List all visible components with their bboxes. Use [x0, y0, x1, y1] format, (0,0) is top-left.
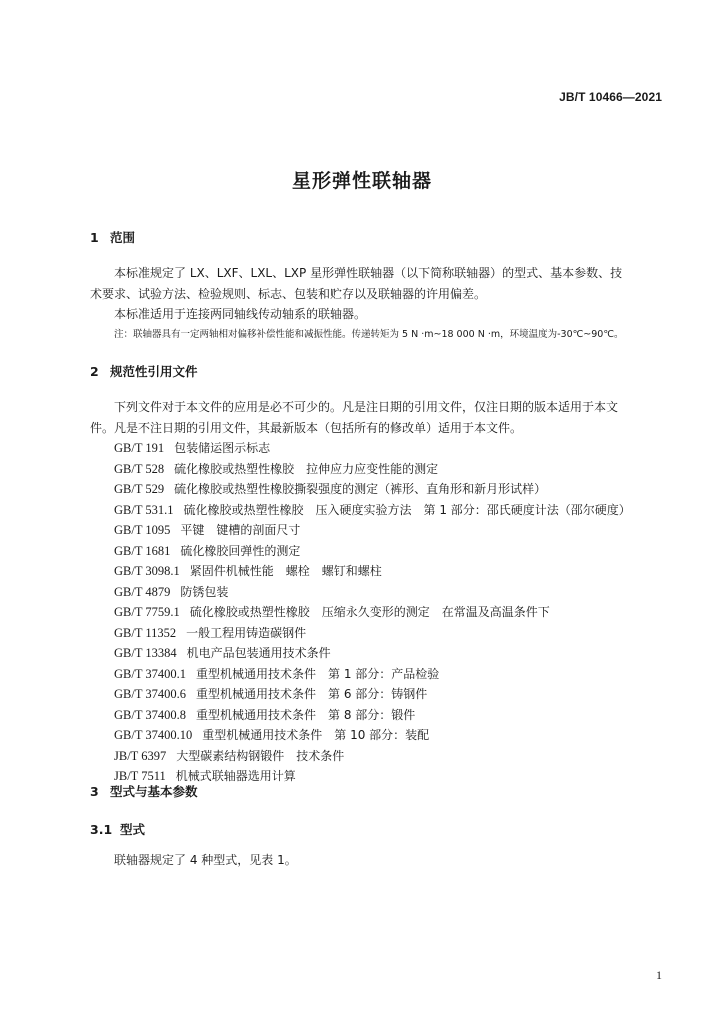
subsection-3-1-heading — [90, 820, 145, 838]
references-intro-line: 件。凡是不注日期的引用文件，其最新版本（包括所有的修改单）适用于本文件。 — [90, 421, 523, 435]
references-intro-line: 下列文件对于本文件的应用是必不可少的。凡是注日期的引用文件，仅注日期的版本适用于本文 — [114, 400, 619, 414]
reference-code: GB/T 37400.6 — [114, 687, 186, 701]
reference-title: 硫化橡胶或热塑性橡胶撕裂强度的测定（裤形、直角形和新月形试样） — [174, 482, 547, 496]
reference-title: 重型机械通用技术条件 第 6 部分：铸钢件 — [196, 687, 428, 701]
reference-item — [114, 521, 300, 538]
reference-item — [114, 480, 546, 497]
scope-note: 注：联轴器具有一定两轴相对偏移补偿性能和减振性能。传递转矩为 5 N ·m~18 000 N ·m，环境温度为-30℃~90℃。 — [114, 329, 624, 340]
reference-item — [114, 665, 439, 682]
reference-code: GB/T 37400.10 — [114, 728, 193, 742]
reference-code: GB/T 37400.1 — [114, 666, 186, 681]
section-number: 3 — [90, 784, 99, 799]
reference-code: GB/T 531.1 — [114, 502, 174, 517]
reference-code: GB/T 4879 — [114, 584, 171, 599]
reference-item — [114, 706, 415, 723]
page-number: 1 — [656, 968, 662, 982]
section-3-heading — [90, 782, 198, 800]
reference-title: 硫化橡胶或热塑性橡胶 拉伸应力应变性能的测定 — [174, 461, 439, 476]
reference-code: GB/T 7759.1 — [114, 605, 180, 619]
reference-title: 防锈包装 — [180, 584, 229, 599]
reference-item — [114, 460, 438, 477]
scope-paragraph-line: 术要求、试验方法、检验规则、标志、包装和贮存以及联轴器的许用偏差。 — [90, 287, 487, 301]
reference-title: 平键 键槽的剖面尺寸 — [180, 523, 301, 537]
reference-title: 硫化橡胶或热塑性橡胶 压入硬度实验方法 第 1 部分：邵氏硬度计法（邵尔硬度） — [183, 502, 631, 517]
reference-code: GB/T 37400.8 — [114, 707, 186, 722]
reference-code: JB/T 7511 — [114, 769, 166, 783]
scope-applicability: 本标准适用于连接两同轴线传动轴系的联轴器。 — [114, 307, 367, 321]
section-title: 范围 — [110, 230, 136, 245]
scope-paragraph-line: 本标准规定了 LX、LXF、LXL、LXP 星形弹性联轴器（以下简称联轴器）的型式、基本参数、技 — [114, 266, 623, 280]
reference-code: GB/T 3098.1 — [114, 564, 180, 578]
reference-title: 重型机械通用技术条件 第 8 部分：锻件 — [196, 707, 416, 722]
reference-title: 硫化橡胶回弹性的测定 — [180, 543, 301, 558]
subsection-title: 型式 — [120, 822, 146, 837]
reference-code: GB/T 191 — [114, 441, 165, 455]
reference-item — [114, 685, 427, 702]
reference-title: 紧固件机械性能 螺栓 螺钉和螺柱 — [189, 564, 382, 578]
reference-item — [114, 501, 631, 518]
section-title: 规范性引用文件 — [110, 364, 198, 379]
section-2-heading — [90, 362, 198, 380]
reference-code: GB/T 13384 — [114, 646, 177, 660]
reference-item — [114, 439, 270, 456]
reference-item — [114, 562, 382, 579]
section-number: 1 — [90, 230, 99, 245]
reference-item — [114, 583, 228, 600]
reference-item — [114, 644, 331, 661]
reference-code: GB/T 528 — [114, 461, 165, 476]
reference-title: 包装储运图示标志 — [174, 441, 271, 455]
reference-item — [114, 542, 300, 559]
reference-title: 硫化橡胶或热塑性橡胶 压缩永久变形的测定 在常温及高温条件下 — [189, 605, 550, 619]
subsection-number: 3.1 — [90, 822, 113, 837]
reference-title: 重型机械通用技术条件 第 1 部分：产品检验 — [196, 666, 440, 681]
reference-code: GB/T 529 — [114, 482, 165, 496]
reference-title: 机械式联轴器选用计算 — [175, 769, 296, 783]
section-title: 型式与基本参数 — [110, 784, 198, 799]
document-title: 星形弹性联轴器 — [291, 170, 432, 192]
reference-title: 大型碳素结构钢锻件 技术条件 — [176, 748, 345, 763]
reference-item — [114, 726, 429, 743]
reference-item — [114, 747, 344, 764]
reference-item — [114, 603, 550, 620]
reference-title: 一般工程用铸造碳钢件 — [186, 625, 307, 640]
reference-item — [114, 624, 306, 641]
standard-code: JB/T 10466—2021 — [559, 90, 662, 104]
reference-title: 重型机械通用技术条件 第 10 部分：装配 — [202, 728, 430, 742]
types-paragraph: 联轴器规定了 4 种型式，见表 1。 — [114, 853, 297, 867]
reference-code: GB/T 1095 — [114, 523, 171, 537]
reference-code: GB/T 11352 — [114, 625, 177, 640]
reference-title: 机电产品包装通用技术条件 — [186, 646, 331, 660]
section-number: 2 — [90, 364, 99, 379]
section-1-heading — [90, 228, 135, 246]
reference-code: JB/T 6397 — [114, 748, 167, 763]
reference-code: GB/T 1681 — [114, 543, 171, 558]
